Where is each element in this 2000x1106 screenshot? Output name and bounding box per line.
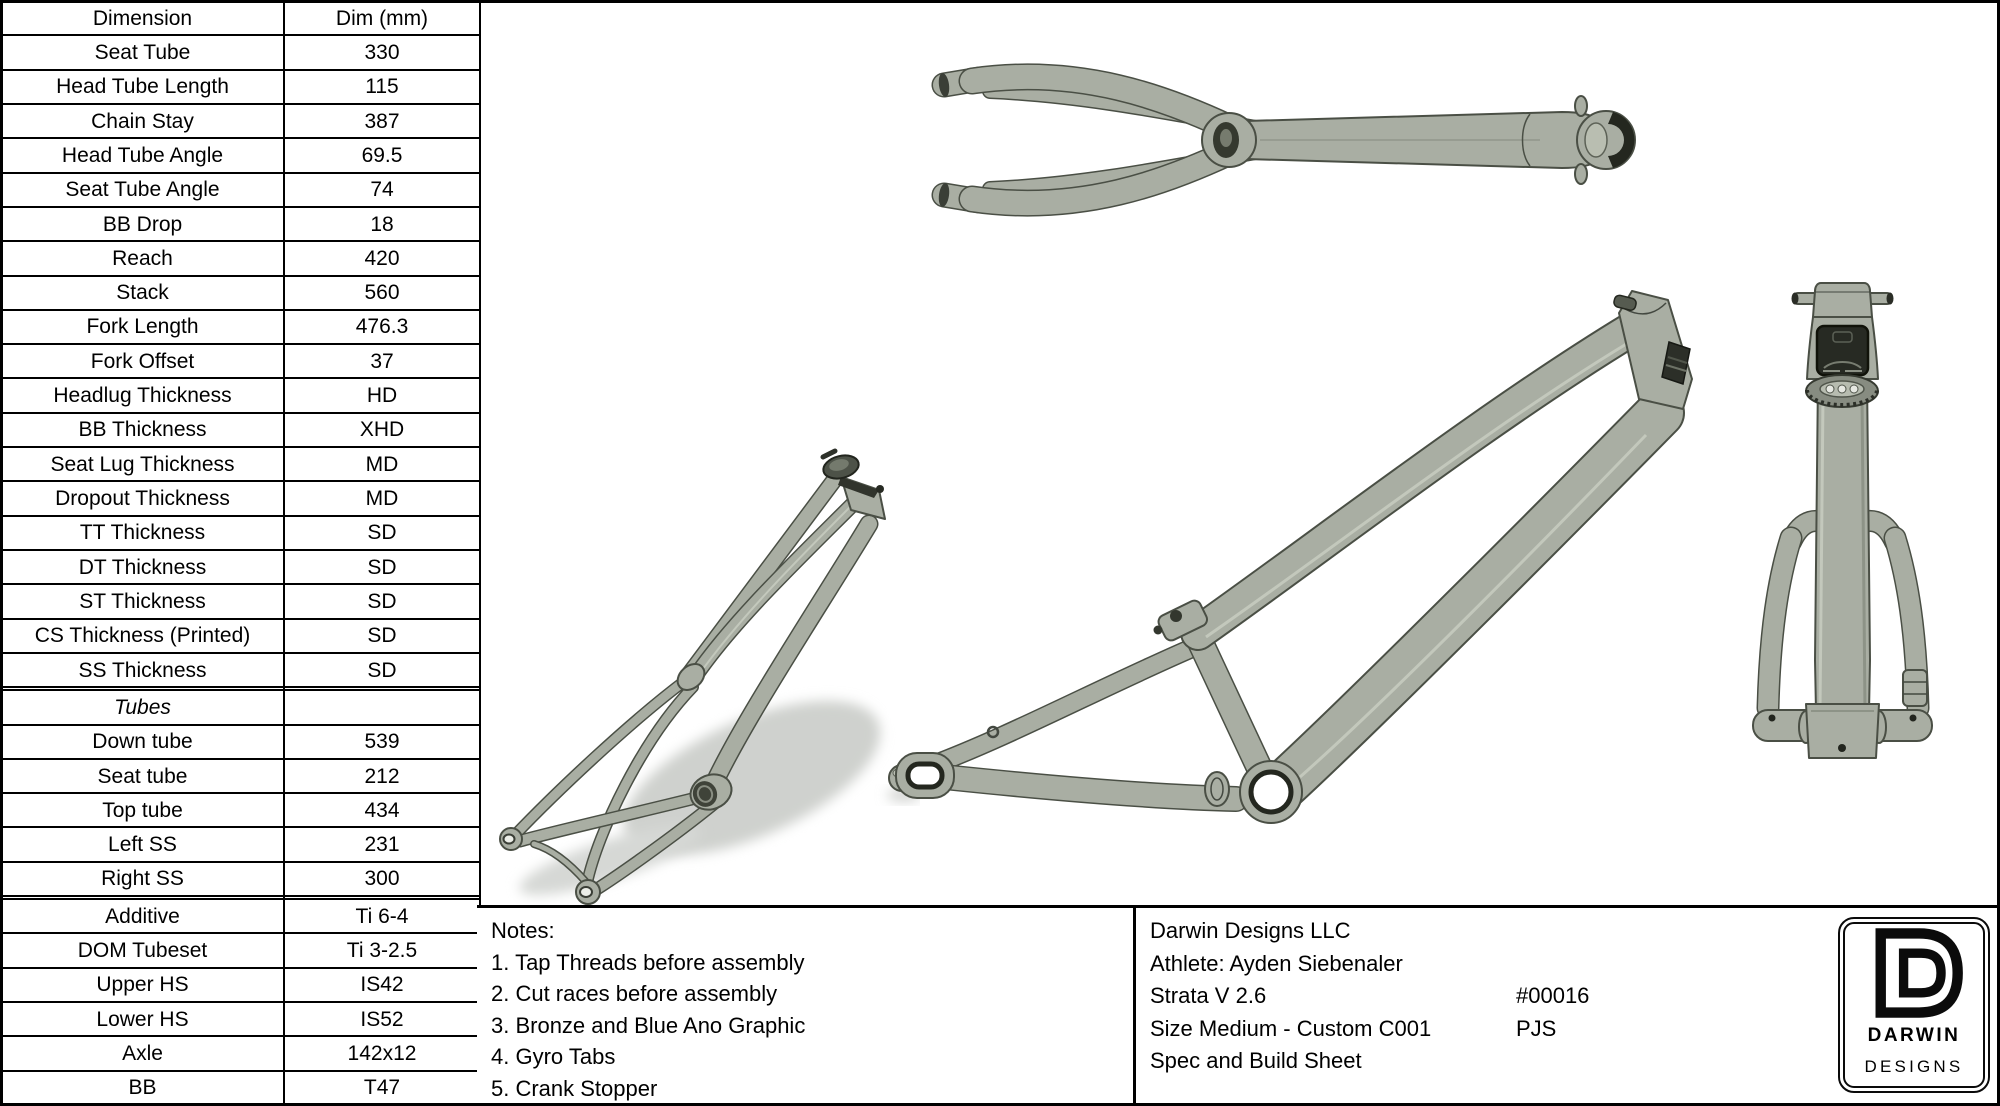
- table-row: [1, 759, 480, 793]
- bike-frame-side-view-drawing: [880, 285, 1760, 850]
- row-label: Upper HS: [1, 968, 284, 1002]
- row-value: 18: [284, 207, 480, 241]
- row-label: Stack: [1, 276, 284, 310]
- table-row: [1, 1002, 480, 1036]
- info-initials: PJS: [1516, 1015, 1557, 1041]
- dimension-table-rows: [1, 1, 480, 1105]
- table-row: [1, 173, 480, 207]
- bike-frame-isometric-view-drawing: [490, 440, 920, 905]
- row-value: 330: [284, 35, 480, 69]
- note-item: 3. Bronze and Blue Ano Graphic: [491, 1012, 806, 1038]
- note-item: 1. Tap Threads before assembly: [491, 949, 805, 975]
- row-value: 420: [284, 241, 480, 275]
- row-label: ST Thickness: [1, 584, 284, 618]
- table-row: [1, 725, 480, 759]
- table-row: [1, 862, 480, 896]
- row-label: DT Thickness: [1, 550, 284, 584]
- row-value: Ti 6-4: [284, 899, 480, 933]
- row-value: SD: [284, 584, 480, 618]
- row-label: Top tube: [1, 793, 284, 827]
- row-value: SD: [284, 653, 480, 687]
- table-row: [1, 1036, 480, 1070]
- row-label: Right SS: [1, 862, 284, 896]
- note-item: 5. Crank Stopper: [491, 1075, 658, 1101]
- row-value: HD: [284, 378, 480, 412]
- table-header-row: [1, 1, 480, 35]
- info-cell: [1136, 908, 2000, 1106]
- table-row: [1, 933, 480, 967]
- row-value: 387: [284, 104, 480, 138]
- row-value: 300: [284, 862, 480, 896]
- table-row: [1, 827, 480, 861]
- table-row: [1, 378, 480, 412]
- row-label: TT Thickness: [1, 516, 284, 550]
- col-header-dim-mm: Dim (mm): [284, 1, 480, 35]
- info-model: Strata V 2.6: [1150, 983, 1267, 1008]
- row-value: 74: [284, 173, 480, 207]
- row-label: Down tube: [1, 725, 284, 759]
- row-label: Head Tube Length: [1, 70, 284, 104]
- table-row: [1, 550, 480, 584]
- table-row: [1, 104, 480, 138]
- table-row: [1, 447, 480, 481]
- info-size: Size Medium - Custom C001: [1150, 1015, 1432, 1041]
- row-label: Left SS: [1, 827, 284, 861]
- row-label: Seat Lug Thickness: [1, 447, 284, 481]
- logo-wordmark-designs: DESIGNS: [1864, 1057, 1964, 1076]
- table-row: [1, 1071, 480, 1105]
- row-value: 69.5: [284, 138, 480, 172]
- row-value: 212: [284, 759, 480, 793]
- table-row: [1, 690, 480, 724]
- table-row: [1, 413, 480, 447]
- table-row: [1, 35, 480, 69]
- row-label: Chain Stay: [1, 104, 284, 138]
- row-label: SS Thickness: [1, 653, 284, 687]
- row-label: BB Thickness: [1, 413, 284, 447]
- row-label: Tubes: [1, 690, 284, 724]
- bike-frame-top-view-drawing: [930, 35, 1670, 245]
- darwin-logo: [1838, 917, 1990, 1093]
- row-value: 37: [284, 344, 480, 378]
- table-row: [1, 138, 480, 172]
- info-company-name: Darwin Designs LLC: [1150, 918, 1351, 943]
- row-value: 539: [284, 725, 480, 759]
- table-row: [1, 70, 480, 104]
- table-row: [1, 653, 480, 687]
- row-label: Reach: [1, 241, 284, 275]
- row-label: CS Thickness (Printed): [1, 619, 284, 653]
- row-label: Additive: [1, 899, 284, 933]
- table-row: [1, 344, 480, 378]
- table-row: [1, 276, 480, 310]
- table-row: [1, 241, 480, 275]
- row-label: Fork Offset: [1, 344, 284, 378]
- bike-frame-front-view-drawing: [1745, 280, 1945, 770]
- row-label: DOM Tubeset: [1, 933, 284, 967]
- dimension-table: [0, 0, 479, 1106]
- row-value: T47: [284, 1071, 480, 1105]
- table-row: [1, 584, 480, 618]
- table-row: [1, 899, 480, 933]
- row-value: Ti 3-2.5: [284, 933, 480, 967]
- row-value: MD: [284, 447, 480, 481]
- table-row: [1, 310, 480, 344]
- row-value: IS52: [284, 1002, 480, 1036]
- row-value: MD: [284, 481, 480, 515]
- row-label: BB: [1, 1071, 284, 1105]
- row-label: Seat Tube: [1, 35, 284, 69]
- row-label: Dropout Thickness: [1, 481, 284, 515]
- info-serial-number: #00016: [1516, 983, 1590, 1008]
- row-label: Fork Length: [1, 310, 284, 344]
- table-row: [1, 619, 480, 653]
- note-item: 4. Gyro Tabs: [491, 1044, 616, 1069]
- logo-d-icon: [1862, 927, 1966, 1019]
- row-label: BB Drop: [1, 207, 284, 241]
- row-value: 142x12: [284, 1036, 480, 1070]
- table-row: [1, 516, 480, 550]
- col-header-dimension: Dimension: [1, 1, 284, 35]
- row-value: 115: [284, 70, 480, 104]
- notes-title: Notes:: [491, 918, 555, 943]
- title-block: [477, 905, 2000, 1106]
- row-value: [284, 690, 480, 724]
- table-row: [1, 481, 480, 515]
- notes-list: [491, 947, 1133, 1105]
- table-row: [1, 207, 480, 241]
- row-label: Axle: [1, 1036, 284, 1070]
- row-label: Seat tube: [1, 759, 284, 793]
- row-value: SD: [284, 619, 480, 653]
- row-value: XHD: [284, 413, 480, 447]
- info-sheet-type: Spec and Build Sheet: [1150, 1048, 1362, 1073]
- row-value: SD: [284, 516, 480, 550]
- info-athlete: Athlete: Ayden Siebenaler: [1150, 950, 1403, 976]
- row-value: 560: [284, 276, 480, 310]
- row-label: Seat Tube Angle: [1, 173, 284, 207]
- table-row: [1, 968, 480, 1002]
- note-item: 2. Cut races before assembly: [491, 981, 778, 1006]
- row-label: Headlug Thickness: [1, 378, 284, 412]
- row-value: 476.3: [284, 310, 480, 344]
- row-value: IS42: [284, 968, 480, 1002]
- row-label: Head Tube Angle: [1, 138, 284, 172]
- row-value: SD: [284, 550, 480, 584]
- row-value: 434: [284, 793, 480, 827]
- table-row: [1, 793, 480, 827]
- notes-cell: [477, 908, 1136, 1106]
- row-label: Lower HS: [1, 1002, 284, 1036]
- row-value: 231: [284, 827, 480, 861]
- logo-wordmark-darwin: DARWIN: [1867, 1024, 1961, 1046]
